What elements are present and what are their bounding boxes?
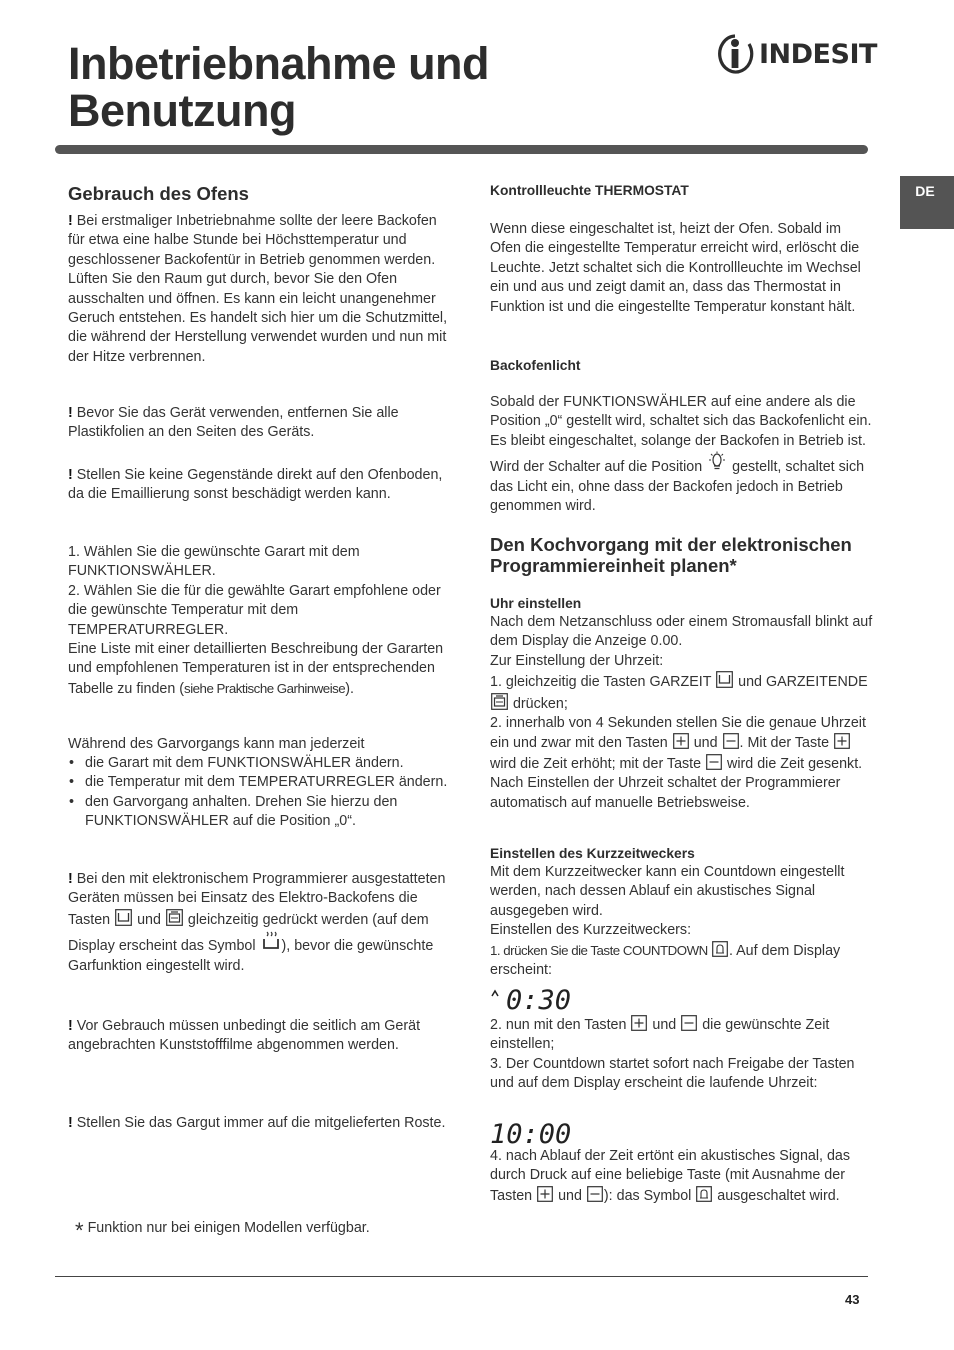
warning-plastic-foil	[68, 404, 448, 443]
title-line-1: Inbetriebnahme und	[68, 38, 490, 89]
oven-light-heading: Backofenlicht	[490, 358, 581, 373]
plus-key-icon	[537, 1186, 553, 1202]
table-reference-link: siehe Praktische Garhinweise	[184, 680, 346, 696]
warning-text: Vor Gebrauch müssen unbedingt die seitlich am Gerät angebrachten Kunststofffilme abgenommen werden.	[68, 1018, 421, 1054]
step-1: 1. Wählen Sie die gewünschte Garart mit dem FUNKTIONSWÄHLER.	[68, 544, 360, 580]
clock-step-2: und	[689, 735, 722, 752]
timer-instructions	[490, 863, 875, 980]
countdown-bell-icon	[696, 1186, 712, 1202]
footnote-text: Funktion nur bei einigen Modellen verfügbar.	[87, 1220, 370, 1236]
warning-text: Bevor Sie das Gerät verwenden, entfernen Sie alle Plastikfolien an den Seiten des Geräts.	[68, 405, 399, 441]
table-reference-text: Eine Liste mit einer detaillierten Beschreibung der Gararten und empfohlenen Temperaturen ist in der entsprechenden Tabelle zu finden (	[68, 641, 444, 697]
warning-protective-films	[68, 1017, 448, 1056]
end-time-key-icon	[491, 693, 508, 710]
display-time-readout	[490, 1118, 580, 1148]
footnote-star: *	[75, 1218, 84, 1243]
warning-programmer	[68, 870, 448, 976]
warning-mark: !	[68, 405, 73, 421]
clock-instructions	[490, 613, 875, 813]
warning-mark: !	[68, 871, 73, 887]
timer-heading: Einstellen des Kurzzeitweckers	[490, 846, 695, 861]
timer-instructions-3	[490, 1147, 875, 1206]
timer-step-2: 2. nun mit den Tasten	[490, 1017, 631, 1033]
clock-step-2: wird die Zeit erhöht; mit der Taste	[490, 755, 706, 772]
thermostat-text: Wenn diese eingeschaltet ist, heizt der Ofen. Sobald im Ofen die eingestellte Temperatur erreicht wird, erlöscht die Leuchte. Jetzt schaltet sich die Kontrollleuchte im Wechsel ein und aus und zeigt damit an, dass das Thermostat in Funktion ist und die eingestellte Temperatur konstant hält.	[490, 221, 861, 315]
thermostat-heading: Kontrollleuchte THERMOSTAT	[490, 183, 689, 198]
cook-time-key-icon	[115, 909, 132, 926]
display-countdown-readout	[490, 985, 580, 1013]
during-cooking-list	[68, 754, 448, 832]
warning-mark: !	[68, 1018, 73, 1034]
clock-step-1: und GARZEITENDE	[734, 674, 868, 691]
timer-step-1: . Auf dem Display erscheint:	[490, 942, 841, 979]
plus-key-icon	[631, 1015, 647, 1031]
timer-instructions-2	[490, 1015, 875, 1094]
timer-step-2: und	[648, 1017, 681, 1033]
minus-key-icon	[587, 1186, 603, 1202]
title-line-2: Benutzung	[68, 85, 296, 136]
minus-key-icon	[706, 754, 722, 770]
display-time-digits: 10:00	[490, 1119, 572, 1148]
clock-step-1: 1. gleichzeitig die Tasten GARZEIT	[490, 674, 716, 691]
brand-name: INDESIT	[759, 38, 877, 70]
programmer-heading: Den Kochvorgang mit der elektronischen Programmiereinheit planen*	[490, 534, 852, 576]
list-item: • den Garvorgang anhalten. Drehen Sie hierzu den FUNKTIONSWÄHLER auf die Position „0“.	[85, 793, 448, 832]
table-reference-end: ).	[345, 680, 354, 697]
warning-text: Stellen Sie das Gargut immer auf die mitgelieferten Roste.	[72, 1115, 446, 1131]
timer-step-4: 4. nach Ablauf der Zeit ertönt ein akustisches Signal, das durch Druck auf eine beliebige Taste (mit Ausnahme der Tasten	[490, 1148, 851, 1204]
warning-racks	[68, 1114, 448, 1133]
clock-text: Nach Einstellen der Uhrzeit schaltet der Programmierer automatisch auf manuelle Betriebsweise.	[490, 775, 841, 811]
plus-key-icon	[673, 733, 689, 749]
display-countdown-digits: 0:30	[506, 985, 572, 1013]
language-tab: DE	[900, 176, 954, 229]
indesit-logo	[716, 32, 877, 76]
step-2: 2. Wählen Sie die für die gewählte Garart empfohlene oder die gewünschte Temperatur mit dem TEMPERATURREGLER.	[68, 582, 441, 638]
warning-text: Bei erstmaliger Inbetriebnahme sollte der leere Backofen für etwa eine halbe Stunde bei Höchsttemperatur und geschlossener Backofentür in Betrieb genommen werden. Lüften Sie den Raum gut durch, bevor Sie den Ofen ausschalten und öffnen. Es kann ein leicht unangenehmer Geruch entstehen. Es handelt sich hier um die Schutzmittel, die während der Herstellung verwendet wurden und nun mit der Hitze verbrennen.	[68, 213, 448, 365]
minus-key-icon	[723, 733, 739, 749]
clock-text: Nach dem Netzanschluss oder einem Stromausfall blinkt auf dem Display die Anzeige 0.00.	[490, 614, 873, 650]
warning-mark: !	[68, 213, 73, 229]
warning-text: Stellen Sie keine Gegenstände direkt auf den Ofenboden, da die Emaillierung sonst beschädigt werden kann.	[68, 467, 443, 503]
countdown-key-icon	[712, 941, 728, 957]
steps-block	[68, 543, 448, 699]
warning-text: und	[133, 911, 165, 928]
clock-heading: Uhr einstellen	[490, 596, 582, 611]
timer-text: Mit dem Kurzzeitwecker kann ein Countdown eingestellt werden, nach dessen Ablauf ein akustisches Signal ausgegeben wird.	[490, 864, 845, 919]
plus-key-icon	[834, 733, 850, 749]
timer-step-4: und	[554, 1187, 586, 1204]
list-item: • die Temperatur mit dem TEMPERATURREGLER ändern.	[85, 773, 448, 792]
end-time-key-icon	[166, 909, 183, 926]
timer-step-2: die gewünschte Zeit einstellen;	[490, 1017, 830, 1053]
clock-step-2: wird die Zeit gesenkt.	[723, 755, 863, 772]
oven-light-text	[490, 393, 875, 516]
during-cooking-text: Während des Garvorgangs kann man jederzeit	[68, 736, 365, 752]
header-rule	[55, 145, 868, 154]
timer-text: Einstellen des Kurzzeitweckers:	[490, 922, 692, 939]
footnote	[75, 1218, 370, 1244]
clock-step-2: 2. innerhalb von 4 Sekunden stellen Sie die genaue Uhrzeit ein und zwar mit den Tasten	[490, 715, 866, 752]
warning-oven-floor	[68, 466, 448, 505]
page-number: 43	[845, 1292, 860, 1307]
minus-key-icon	[681, 1015, 697, 1031]
warning-mark: !	[68, 1115, 73, 1131]
warning-text: gleichzeitig gedrückt werden (auf dem Display erscheint das Symbol	[68, 911, 429, 955]
indesit-logo-icon	[716, 32, 754, 76]
warning-first-use	[68, 212, 448, 367]
page-title	[68, 40, 489, 134]
timer-step-4: ausgeschaltet wird.	[713, 1187, 840, 1204]
warning-text: Bei den mit elektronischem Programmierer ausgestatteten Geräten müssen bei Einsatz des Elektro-Backofens die Tasten	[68, 871, 446, 928]
timer-step-3: 3. Der Countdown startet sofort nach Freigabe der Tasten und auf dem Display erscheint die laufende Uhrzeit:	[490, 1055, 855, 1092]
warning-mark: !	[68, 467, 73, 483]
list-item: • die Garart mit dem FUNKTIONSWÄHLER ändern.	[85, 754, 448, 773]
timer-step-1: 1. drücken Sie die Taste COUNTDOWN	[490, 942, 711, 958]
oven-light-symbol-icon	[707, 451, 727, 475]
warning-text: ), bevor die gewünschte Garfunktion eingestellt wird.	[68, 938, 434, 974]
oven-light-text-b: gestellt, schaltet sich das Licht ein, ohne dass der Backofen jedoch in Betrieb genommen wird.	[490, 459, 865, 515]
manual-cooking-symbol-icon	[261, 930, 281, 952]
timer-step-4: ): das Symbol	[603, 1187, 696, 1204]
clock-step-1: drücken;	[509, 695, 568, 712]
oven-light-text-a: Sobald der FUNKTIONSWÄHLER auf eine andere als die Position „0“ gestellt wird, schaltet sich das Backofenlicht ein. Es bleibt eingeschaltet, solange der Backofen in Betrieb ist. Wird der Schalter auf die Position	[490, 394, 872, 476]
section-heading-oven-use: Gebrauch des Ofens	[68, 183, 249, 204]
footer-rule	[55, 1276, 868, 1277]
clock-text: Zur Einstellung der Uhrzeit:	[490, 652, 664, 669]
cook-time-key-icon	[716, 671, 733, 688]
clock-step-2: . Mit der Taste	[739, 735, 834, 752]
